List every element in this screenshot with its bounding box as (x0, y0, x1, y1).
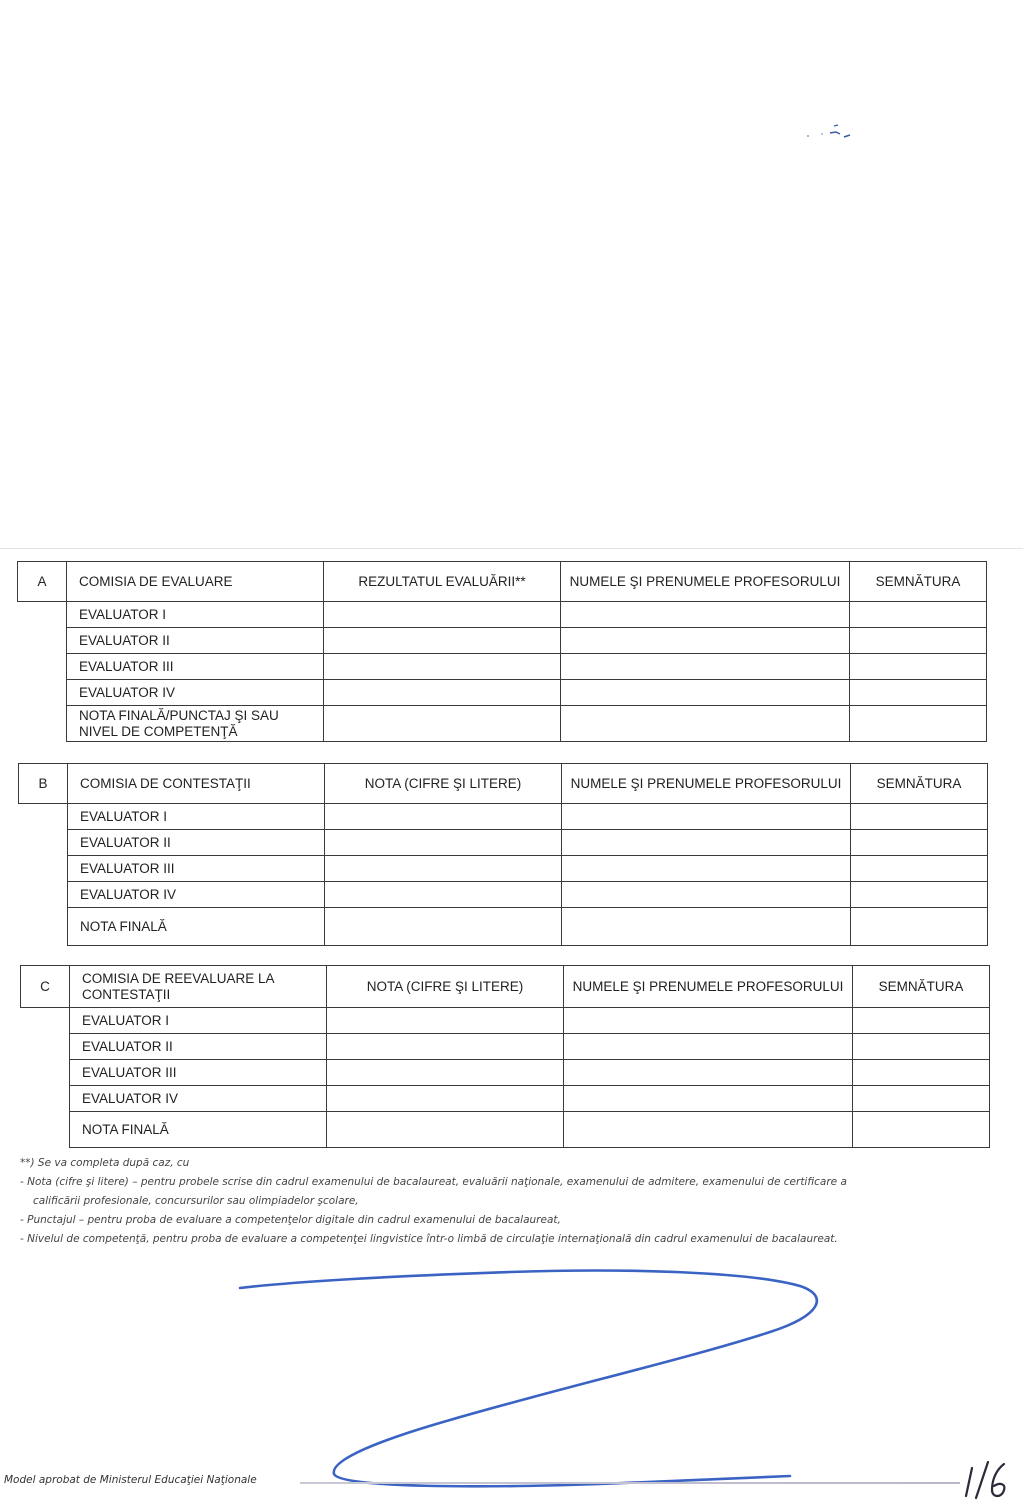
header-teacher-name: NUMELE ŞI PRENUMELE PROFESORULUI (564, 966, 853, 1008)
spacer-cell (18, 654, 67, 680)
scan-page-edge (0, 548, 1023, 549)
scan-specks (800, 122, 870, 142)
row-label: EVALUATOR I (68, 804, 325, 830)
header-signature: SEMNĂTURA (850, 562, 987, 602)
table-section-a (17, 561, 987, 742)
table-header-row (18, 562, 987, 602)
header-commission: COMISIA DE REEVALUARE LA CONTESTAŢII (70, 966, 327, 1008)
table-row (21, 1086, 990, 1112)
row-label-final: NOTA FINALĂ (70, 1112, 327, 1148)
row-label-final: NOTA FINALĂ/PUNCTAJ ŞI SAU NIVEL DE COMPETENŢĂ (67, 706, 324, 742)
signature-cell[interactable] (853, 1034, 990, 1060)
section-letter: C (21, 966, 70, 1008)
row-label: EVALUATOR IV (68, 882, 325, 908)
table-row (21, 1034, 990, 1060)
table-row (18, 602, 987, 628)
teacher-name-cell[interactable] (562, 908, 851, 946)
table-section-b (18, 763, 988, 946)
table-row-final (18, 706, 987, 742)
footnote-nota: - Nota (cifre şi litere) – pentru probele scrise din cadrul examenului de bacalaureat, evaluării naţionale, examenului de admitere, examenului de certificare a (20, 1176, 847, 1188)
grade-cell[interactable] (327, 1086, 564, 1112)
spacer-cell (21, 1112, 70, 1148)
table-row (21, 1060, 990, 1086)
teacher-name-cell[interactable] (564, 1112, 853, 1148)
grade-cell[interactable] (325, 908, 562, 946)
section-letter: A (18, 562, 67, 602)
signature-cell[interactable] (850, 628, 987, 654)
spacer-cell (21, 1060, 70, 1086)
header-signature: SEMNĂTURA (853, 966, 990, 1008)
table-row-final (19, 908, 988, 946)
table-row (19, 830, 988, 856)
table-row (19, 804, 988, 830)
result-cell[interactable] (324, 706, 561, 742)
signature-cell[interactable] (853, 1008, 990, 1034)
grade-cell[interactable] (327, 1034, 564, 1060)
teacher-name-cell[interactable] (561, 706, 850, 742)
teacher-name-cell[interactable] (561, 602, 850, 628)
result-cell[interactable] (324, 602, 561, 628)
signature-cell[interactable] (851, 804, 988, 830)
header-commission: COMISIA DE CONTESTAŢII (68, 764, 325, 804)
spacer-cell (21, 1008, 70, 1034)
spacer-cell (19, 908, 68, 946)
header-result: REZULTATUL EVALUĂRII** (324, 562, 561, 602)
signature-cell[interactable] (853, 1112, 990, 1148)
header-teacher-name: NUMELE ŞI PRENUMELE PROFESORULUI (561, 562, 850, 602)
table-row (18, 628, 987, 654)
header-grade: NOTA (CIFRE ŞI LITERE) (325, 764, 562, 804)
grade-cell[interactable] (325, 856, 562, 882)
signature-cell[interactable] (850, 602, 987, 628)
result-cell[interactable] (324, 654, 561, 680)
footnote-punctaj: - Punctajul – pentru proba de evaluare a competenţelor digitale din cadrul examenului de bacalaureat, (20, 1214, 561, 1226)
header-teacher-name: NUMELE ŞI PRENUMELE PROFESORULUI (562, 764, 851, 804)
signature-cell[interactable] (851, 882, 988, 908)
spacer-cell (18, 680, 67, 706)
signature-cell[interactable] (850, 680, 987, 706)
row-label: EVALUATOR I (67, 602, 324, 628)
grade-cell[interactable] (325, 830, 562, 856)
table-header-row (21, 966, 990, 1008)
row-label-final: NOTA FINALĂ (68, 908, 325, 946)
row-label: EVALUATOR III (67, 654, 324, 680)
signature-cell[interactable] (853, 1060, 990, 1086)
signature-cell[interactable] (851, 856, 988, 882)
teacher-name-cell[interactable] (564, 1086, 853, 1112)
spacer-cell (18, 602, 67, 628)
section-letter: B (19, 764, 68, 804)
signature-cell[interactable] (853, 1086, 990, 1112)
teacher-name-cell[interactable] (562, 856, 851, 882)
grade-cell[interactable] (327, 1112, 564, 1148)
teacher-name-cell[interactable] (564, 1034, 853, 1060)
spacer-cell (19, 830, 68, 856)
row-label: EVALUATOR IV (67, 680, 324, 706)
header-grade: NOTA (CIFRE ŞI LITERE) (327, 966, 564, 1008)
spacer-cell (19, 856, 68, 882)
row-label: EVALUATOR II (68, 830, 325, 856)
spacer-cell (18, 628, 67, 654)
signature-cell[interactable] (851, 908, 988, 946)
spacer-cell (19, 804, 68, 830)
teacher-name-cell[interactable] (562, 830, 851, 856)
table-row (19, 856, 988, 882)
footnote-nota-continued: calificării profesionale, concursurilor sau olimpiadelor şcolare, (33, 1195, 359, 1207)
row-label: EVALUATOR III (68, 856, 325, 882)
row-label: EVALUATOR III (70, 1060, 327, 1086)
page-number (952, 1456, 1016, 1502)
footnote-intro: **) Se va completa după caz, cu (20, 1157, 190, 1169)
teacher-name-cell[interactable] (561, 654, 850, 680)
spacer-cell (18, 706, 67, 742)
spacer-cell (19, 882, 68, 908)
result-cell[interactable] (324, 680, 561, 706)
teacher-name-cell[interactable] (561, 628, 850, 654)
table-row (19, 882, 988, 908)
result-cell[interactable] (324, 628, 561, 654)
signature-cell[interactable] (850, 654, 987, 680)
footer-rule (300, 1482, 960, 1484)
footer-text: Model aprobat de Ministerul Educaţiei Naţionale (4, 1474, 257, 1486)
table-header-row (19, 764, 988, 804)
teacher-name-cell[interactable] (562, 882, 851, 908)
spacer-cell (21, 1086, 70, 1112)
grade-cell[interactable] (325, 882, 562, 908)
grade-cell[interactable] (327, 1008, 564, 1034)
footnotes (20, 1154, 980, 1249)
table-row (21, 1008, 990, 1034)
teacher-name-cell[interactable] (564, 1008, 853, 1034)
teacher-name-cell[interactable] (561, 680, 850, 706)
row-label: EVALUATOR II (67, 628, 324, 654)
signature-cell[interactable] (850, 706, 987, 742)
row-label: EVALUATOR I (70, 1008, 327, 1034)
teacher-name-cell[interactable] (562, 804, 851, 830)
grade-cell[interactable] (327, 1060, 564, 1086)
row-label: EVALUATOR IV (70, 1086, 327, 1112)
spacer-cell (21, 1034, 70, 1060)
table-row (18, 680, 987, 706)
teacher-name-cell[interactable] (564, 1060, 853, 1086)
grade-cell[interactable] (325, 804, 562, 830)
table-section-c (20, 965, 990, 1148)
table-row (18, 654, 987, 680)
footnote-nivel: - Nivelul de competenţă, pentru proba de evaluare a competenţei lingvistice într-o limbă de circulaţie internaţională din cadrul examenului de bacalaureat. (20, 1233, 838, 1245)
handwritten-signature (230, 1262, 830, 1492)
signature-cell[interactable] (851, 830, 988, 856)
header-signature: SEMNĂTURA (851, 764, 988, 804)
header-commission: COMISIA DE EVALUARE (67, 562, 324, 602)
row-label: EVALUATOR II (70, 1034, 327, 1060)
table-row-final (21, 1112, 990, 1148)
